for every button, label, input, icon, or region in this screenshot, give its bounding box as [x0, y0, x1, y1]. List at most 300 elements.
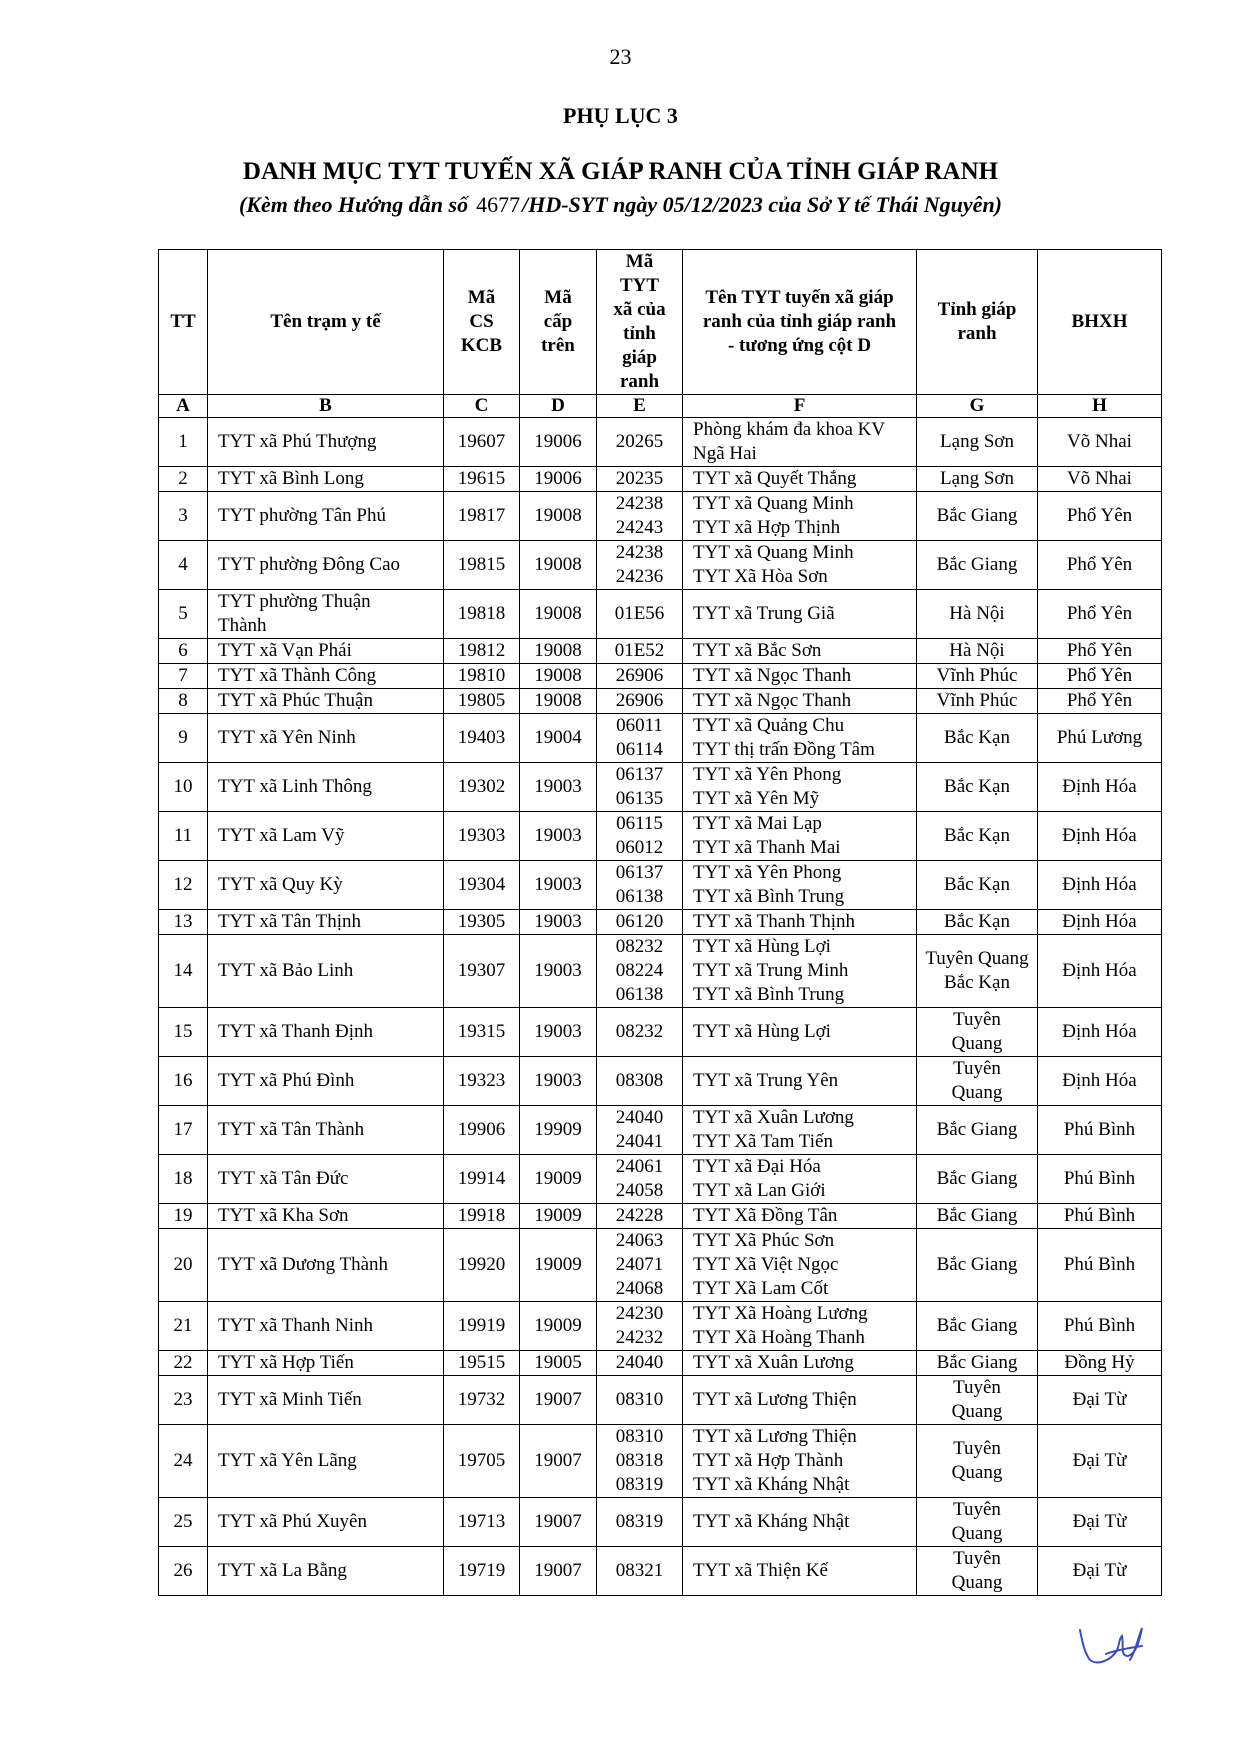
- cell-tt: 19: [159, 1204, 208, 1229]
- table-row: [159, 639, 1162, 664]
- table-row: [159, 1351, 1162, 1376]
- cell-line: TYT xã Trung Yên: [693, 1070, 839, 1091]
- cell-line: TYT xã Đại Hóa: [693, 1156, 821, 1177]
- cell-line: TYT Xã Lam Cốt: [693, 1278, 829, 1299]
- cell-line: TYT xã Bình Long: [218, 468, 364, 489]
- cell-line: 06011: [616, 715, 663, 736]
- cell-station-name: [208, 541, 444, 590]
- cell-line: TT: [170, 311, 196, 332]
- cell-line: TYT xã Linh Thông: [218, 776, 372, 797]
- cell-line: 24063: [615, 1230, 664, 1251]
- cell-parent-code: 19909: [520, 1106, 597, 1155]
- cell-neighbor-code: [597, 714, 683, 763]
- cell-cs-code: 19615: [444, 467, 520, 492]
- cell-neighbor-province: [917, 541, 1038, 590]
- cell-neighbor-station: [683, 639, 917, 664]
- cell-neighbor-code: [597, 1155, 683, 1204]
- cell-line: 08310: [615, 1426, 664, 1447]
- cell-insurance-office: Định Hóa: [1038, 861, 1162, 910]
- cell-station-name: [208, 1155, 444, 1204]
- cell-line: 08319: [615, 1474, 664, 1495]
- cell-station-name: [208, 714, 444, 763]
- cell-line: TYT xã Bình Trung: [693, 984, 845, 1005]
- cell-neighbor-code: [597, 910, 683, 935]
- cell-line: Tuyên Quang: [925, 948, 1029, 969]
- cell-neighbor-code: [597, 1229, 683, 1302]
- cell-cs-code: 19805: [444, 689, 520, 714]
- cell-insurance-office: Đại Từ: [1038, 1425, 1162, 1498]
- cell-neighbor-station: [683, 1106, 917, 1155]
- cell-station-name: [208, 639, 444, 664]
- cell-line: 06012: [615, 837, 664, 858]
- cell-line: Tuyên: [953, 1377, 1001, 1398]
- cell-neighbor-code: [597, 763, 683, 812]
- cell-tt: 11: [159, 812, 208, 861]
- cell-line: TYT xã Yên Ninh: [218, 727, 356, 748]
- cell-insurance-office: Định Hóa: [1038, 1057, 1162, 1106]
- cell-line: 06138: [615, 984, 664, 1005]
- cell-tt: 5: [159, 590, 208, 639]
- table-row: [159, 910, 1162, 935]
- cell-line: 08232: [615, 1021, 664, 1042]
- cell-neighbor-code: [597, 1498, 683, 1547]
- cell-line: TYT Xã Hoàng Lương: [693, 1303, 868, 1324]
- cell-line: TYT: [619, 275, 660, 296]
- cell-line: Vĩnh Phúc: [936, 690, 1018, 711]
- cell-line: Bắc Kạn: [944, 727, 1010, 748]
- cell-line: 06114: [616, 739, 663, 760]
- cell-line: 06138: [615, 886, 664, 907]
- cell-neighbor-station: [683, 492, 917, 541]
- cell-line: TYT xã Lương Thiện: [693, 1426, 857, 1447]
- cell-tt: 12: [159, 861, 208, 910]
- cell-line: TYT xã Hùng Lợi: [693, 1021, 831, 1042]
- cell-parent-code: 19006: [520, 418, 597, 467]
- cell-line: TYT xã Hợp Thịnh: [693, 517, 841, 538]
- cell-neighbor-province: [917, 590, 1038, 639]
- cell-neighbor-station: [683, 1498, 917, 1547]
- cell-tt: 21: [159, 1302, 208, 1351]
- cell-line: TYT xã Trung Giã: [693, 603, 835, 624]
- cell-line: TYT phường Thuận: [218, 591, 371, 612]
- cell-neighbor-province: [917, 664, 1038, 689]
- cell-line: TYT Xã Đồng Tân: [693, 1205, 838, 1226]
- cell-neighbor-station: [683, 1351, 917, 1376]
- cell-line: 06137: [615, 764, 664, 785]
- cell-line: 24041: [615, 1131, 664, 1152]
- cell-line: ranh của tỉnh giáp ranh: [702, 311, 897, 332]
- column-letter: E: [597, 395, 683, 418]
- column-letter: C: [444, 395, 520, 418]
- cell-station-name: [208, 1425, 444, 1498]
- cell-neighbor-station: [683, 1008, 917, 1057]
- cell-line: TYT xã Lương Thiện: [693, 1389, 857, 1410]
- cell-cs-code: 19818: [444, 590, 520, 639]
- column-letter: B: [208, 395, 444, 418]
- cell-neighbor-province: [917, 1547, 1038, 1596]
- table-row: [159, 467, 1162, 492]
- cell-insurance-office: Định Hóa: [1038, 1008, 1162, 1057]
- header-tt: [159, 250, 208, 395]
- document-title: DANH MỤC TYT TUYẾN XÃ GIÁP RANH CỦA TỈNH GIÁP RANH: [242, 158, 999, 185]
- cell-line: TYT xã Xuân Lương: [693, 1107, 854, 1128]
- cell-neighbor-province: [917, 1351, 1038, 1376]
- cell-line: Bắc Kạn: [944, 825, 1010, 846]
- header-cs-code: [444, 250, 520, 395]
- cell-line: TYT xã Yên Lãng: [218, 1450, 357, 1471]
- cell-cs-code: 19918: [444, 1204, 520, 1229]
- cell-parent-code: 19003: [520, 935, 597, 1008]
- cell-neighbor-province: [917, 763, 1038, 812]
- cell-line: TYT xã Trung Minh: [693, 960, 849, 981]
- cell-cs-code: 19323: [444, 1057, 520, 1106]
- cell-line: Mã: [544, 287, 572, 308]
- cell-parent-code: 19007: [520, 1547, 597, 1596]
- cell-line: TYT Xã Phúc Sơn: [693, 1230, 835, 1251]
- cell-neighbor-code: [597, 541, 683, 590]
- cell-line: 24071: [615, 1254, 664, 1275]
- table-row: [159, 1008, 1162, 1057]
- cell-station-name: [208, 910, 444, 935]
- cell-line: TYT xã Thanh Định: [218, 1021, 373, 1042]
- cell-neighbor-code: [597, 467, 683, 492]
- cell-neighbor-province: [917, 1229, 1038, 1302]
- cell-tt: 17: [159, 1106, 208, 1155]
- cell-line: TYT Xã Hòa Sơn: [693, 566, 828, 587]
- cell-neighbor-code: [597, 664, 683, 689]
- table-row: [159, 492, 1162, 541]
- cell-neighbor-station: [683, 1155, 917, 1204]
- cell-line: Hà Nội: [949, 603, 1005, 624]
- cell-neighbor-station: [683, 1057, 917, 1106]
- cell-station-name: [208, 935, 444, 1008]
- cell-line: Quang: [951, 1401, 1003, 1422]
- cell-line: TYT phường Đông Cao: [218, 554, 401, 575]
- cell-line: TYT xã La Bằng: [218, 1560, 347, 1581]
- cell-line: 20265: [615, 431, 664, 452]
- cell-cs-code: 19304: [444, 861, 520, 910]
- cell-line: TYT xã Ngọc Thanh: [693, 690, 852, 711]
- cell-line: TYT Xã Việt Ngọc: [693, 1254, 839, 1275]
- column-letter: G: [917, 395, 1038, 418]
- cell-line: Quang: [951, 1082, 1003, 1103]
- table-row: [159, 861, 1162, 910]
- cell-line: KCB: [460, 335, 503, 356]
- cell-line: 06137: [615, 862, 664, 883]
- cell-neighbor-station: [683, 763, 917, 812]
- cell-line: TYT xã Hợp Tiến: [218, 1352, 354, 1373]
- cell-cs-code: 19719: [444, 1547, 520, 1596]
- document-subtitle: [0, 192, 1241, 218]
- cell-neighbor-code: [597, 1008, 683, 1057]
- cell-line: TYT xã Thanh Mai: [693, 837, 841, 858]
- cell-cs-code: 19302: [444, 763, 520, 812]
- cell-neighbor-station: [683, 664, 917, 689]
- cell-tt: 13: [159, 910, 208, 935]
- cell-line: Mã: [625, 251, 654, 272]
- table-row: [159, 1204, 1162, 1229]
- cell-line: TYT xã Yên Phong: [693, 764, 842, 785]
- table-header-row: [159, 250, 1162, 395]
- cell-station-name: [208, 1302, 444, 1351]
- cell-line: 08308: [615, 1070, 664, 1091]
- cell-parent-code: 19008: [520, 664, 597, 689]
- header-neighbor-province: [917, 250, 1038, 395]
- cell-cs-code: 19713: [444, 1498, 520, 1547]
- column-letter: H: [1038, 395, 1162, 418]
- signature: [1076, 1620, 1146, 1668]
- cell-line: TYT xã Quyết Thắng: [693, 468, 857, 489]
- cell-line: 24238: [615, 493, 664, 514]
- cell-insurance-office: Võ Nhai: [1038, 467, 1162, 492]
- cell-neighbor-province: [917, 935, 1038, 1008]
- table-row: [159, 1425, 1162, 1498]
- cell-station-name: [208, 812, 444, 861]
- cell-line: TYT xã Lam Vỹ: [218, 825, 345, 846]
- cell-line: 08319: [615, 1511, 664, 1532]
- cell-tt: 14: [159, 935, 208, 1008]
- cell-neighbor-code: [597, 1204, 683, 1229]
- cell-tt: 15: [159, 1008, 208, 1057]
- cell-neighbor-province: [917, 492, 1038, 541]
- cell-neighbor-station: [683, 1547, 917, 1596]
- cell-insurance-office: Đồng Hỷ: [1038, 1351, 1162, 1376]
- cell-parent-code: 19003: [520, 763, 597, 812]
- table-row: [159, 418, 1162, 467]
- cell-neighbor-code: [597, 1547, 683, 1596]
- cell-neighbor-code: [597, 1351, 683, 1376]
- cell-neighbor-station: [683, 1425, 917, 1498]
- cell-line: TYT xã Tân Đức: [218, 1168, 349, 1189]
- cell-line: TYT xã Bình Trung: [693, 886, 845, 907]
- cell-insurance-office: Định Hóa: [1038, 812, 1162, 861]
- cell-neighbor-province: [917, 910, 1038, 935]
- cell-neighbor-station: [683, 1302, 917, 1351]
- column-letter: A: [159, 395, 208, 418]
- cell-tt: 9: [159, 714, 208, 763]
- cell-tt: 6: [159, 639, 208, 664]
- cell-line: Quang: [951, 1033, 1003, 1054]
- cell-line: Ngã Hai: [693, 443, 757, 464]
- cell-parent-code: 19008: [520, 689, 597, 714]
- table-row: [159, 812, 1162, 861]
- cell-station-name: [208, 1008, 444, 1057]
- cell-parent-code: 19004: [520, 714, 597, 763]
- table-row: [159, 1057, 1162, 1106]
- cell-line: TYT xã Phú Thượng: [218, 431, 377, 452]
- cell-line: 20235: [615, 468, 664, 489]
- subtitle-prefix: (Kèm theo Hướng dẫn số: [238, 192, 469, 217]
- cell-line: tỉnh: [623, 323, 656, 344]
- cell-cs-code: 19607: [444, 418, 520, 467]
- cell-line: Bắc Giang: [936, 1315, 1018, 1336]
- table-row: [159, 1547, 1162, 1596]
- cell-tt: 1: [159, 418, 208, 467]
- cell-neighbor-province: [917, 689, 1038, 714]
- cell-insurance-office: Phổ Yên: [1038, 664, 1162, 689]
- table-row: [159, 590, 1162, 639]
- column-letter: F: [683, 395, 917, 418]
- cell-station-name: [208, 1547, 444, 1596]
- cell-parent-code: 19008: [520, 492, 597, 541]
- cell-line: Lạng Sơn: [940, 431, 1014, 452]
- cell-line: TYT xã Thiện Kế: [693, 1560, 828, 1581]
- cell-station-name: [208, 492, 444, 541]
- table-row: [159, 763, 1162, 812]
- cell-cs-code: 19515: [444, 1351, 520, 1376]
- cell-line: 24236: [615, 566, 664, 587]
- cell-neighbor-province: [917, 812, 1038, 861]
- cell-line: Bắc Giang: [936, 1352, 1018, 1373]
- cell-line: 08321: [615, 1560, 664, 1581]
- cell-cs-code: 19815: [444, 541, 520, 590]
- cell-neighbor-code: [597, 418, 683, 467]
- cell-neighbor-code: [597, 861, 683, 910]
- table-row: [159, 714, 1162, 763]
- cell-line: 24232: [615, 1327, 664, 1348]
- cell-parent-code: 19008: [520, 639, 597, 664]
- header-station-name: [208, 250, 444, 395]
- table-row: [159, 541, 1162, 590]
- cell-station-name: [208, 689, 444, 714]
- cell-station-name: [208, 1204, 444, 1229]
- cell-line: TYT xã Tân Thịnh: [218, 911, 362, 932]
- cell-line: TYT xã Hùng Lợi: [693, 936, 831, 957]
- cell-insurance-office: Phổ Yên: [1038, 541, 1162, 590]
- cell-cs-code: 19307: [444, 935, 520, 1008]
- cell-line: Bắc Giang: [936, 1168, 1018, 1189]
- cell-neighbor-province: [917, 639, 1038, 664]
- cell-insurance-office: Phú Bình: [1038, 1106, 1162, 1155]
- cell-tt: 25: [159, 1498, 208, 1547]
- cell-insurance-office: Phổ Yên: [1038, 639, 1162, 664]
- cell-line: Quang: [951, 1462, 1003, 1483]
- cell-line: Tuyên: [953, 1438, 1001, 1459]
- cell-line: 06120: [615, 911, 664, 932]
- cell-line: Mã: [467, 287, 496, 308]
- cell-neighbor-code: [597, 1376, 683, 1425]
- cell-parent-code: 19007: [520, 1376, 597, 1425]
- cell-line: 24061: [615, 1156, 664, 1177]
- cell-line: Bắc Kạn: [944, 874, 1010, 895]
- cell-cs-code: 19705: [444, 1425, 520, 1498]
- cell-neighbor-code: [597, 1106, 683, 1155]
- table-row: [159, 689, 1162, 714]
- cell-line: TYT xã Dương Thành: [218, 1254, 389, 1275]
- cell-insurance-office: Phú Bình: [1038, 1155, 1162, 1204]
- cell-line: 24243: [615, 517, 664, 538]
- cell-parent-code: 19007: [520, 1425, 597, 1498]
- cell-parent-code: 19003: [520, 812, 597, 861]
- cell-neighbor-code: [597, 812, 683, 861]
- cell-insurance-office: Phú Lương: [1038, 714, 1162, 763]
- cell-neighbor-station: [683, 812, 917, 861]
- cell-neighbor-province: [917, 1302, 1038, 1351]
- cell-tt: 24: [159, 1425, 208, 1498]
- cell-line: Bắc Kạn: [944, 776, 1010, 797]
- cell-neighbor-province: [917, 861, 1038, 910]
- cell-line: Bắc Giang: [936, 1119, 1018, 1140]
- cell-line: Tuyên: [953, 1499, 1001, 1520]
- cell-line: Vĩnh Phúc: [936, 665, 1018, 686]
- cell-insurance-office: Phổ Yên: [1038, 689, 1162, 714]
- cell-line: 08310: [615, 1389, 664, 1410]
- cell-neighbor-province: [917, 1106, 1038, 1155]
- cell-neighbor-province: [917, 1376, 1038, 1425]
- cell-line: TYT xã Hợp Thành: [693, 1450, 844, 1471]
- cell-line: TYT xã Bảo Linh: [218, 960, 354, 981]
- cell-neighbor-province: [917, 1204, 1038, 1229]
- cell-line: TYT xã Phú Đình: [218, 1070, 355, 1091]
- subtitle-suffix: /HD-SYT ngày 05/12/2023 của Sở Y tế Thái Nguyên): [522, 192, 1003, 217]
- cell-station-name: [208, 1376, 444, 1425]
- cell-neighbor-province: [917, 418, 1038, 467]
- cell-station-name: [208, 590, 444, 639]
- cell-tt: 7: [159, 664, 208, 689]
- cell-line: ranh: [957, 323, 997, 344]
- cell-tt: 20: [159, 1229, 208, 1302]
- cell-insurance-office: Phổ Yên: [1038, 492, 1162, 541]
- cell-tt: 23: [159, 1376, 208, 1425]
- table-row: [159, 1155, 1162, 1204]
- cell-line: - tương ứng cột D: [727, 335, 872, 356]
- cell-line: Bắc Giang: [936, 505, 1018, 526]
- cell-line: TYT xã Kha Sơn: [218, 1205, 349, 1226]
- cell-station-name: [208, 1229, 444, 1302]
- cell-line: TYT xã Phú Xuyên: [218, 1511, 367, 1532]
- cell-line: TYT xã Kháng Nhật: [693, 1511, 850, 1532]
- cell-cs-code: 19305: [444, 910, 520, 935]
- cell-neighbor-station: [683, 935, 917, 1008]
- cell-line: 01E52: [614, 640, 665, 661]
- cell-neighbor-station: [683, 590, 917, 639]
- cell-line: 01E56: [614, 603, 665, 624]
- cell-neighbor-province: [917, 1008, 1038, 1057]
- appendix-heading: PHỤ LỤC 3: [563, 103, 678, 128]
- cell-station-name: [208, 1498, 444, 1547]
- cell-line: trên: [541, 335, 575, 356]
- cell-neighbor-province: [917, 1057, 1038, 1106]
- cell-insurance-office: Phú Bình: [1038, 1302, 1162, 1351]
- cell-station-name: [208, 1351, 444, 1376]
- cell-tt: 22: [159, 1351, 208, 1376]
- cell-cs-code: 19403: [444, 714, 520, 763]
- table-row: [159, 1498, 1162, 1547]
- cell-line: 24068: [615, 1278, 664, 1299]
- cell-line: TYT xã Minh Tiến: [218, 1389, 362, 1410]
- cell-neighbor-province: [917, 1498, 1038, 1547]
- cell-neighbor-code: [597, 1057, 683, 1106]
- cell-cs-code: 19315: [444, 1008, 520, 1057]
- cell-station-name: [208, 467, 444, 492]
- cell-neighbor-code: [597, 1425, 683, 1498]
- cell-line: Bắc Giang: [936, 1254, 1018, 1275]
- cell-neighbor-province: [917, 467, 1038, 492]
- cell-station-name: [208, 418, 444, 467]
- cell-insurance-office: Phổ Yên: [1038, 590, 1162, 639]
- cell-line: TYT xã Quang Minh: [693, 542, 854, 563]
- cell-insurance-office: Đại Từ: [1038, 1547, 1162, 1596]
- cell-neighbor-code: [597, 689, 683, 714]
- cell-line: TYT xã Ngọc Thanh: [693, 665, 852, 686]
- cell-line: TYT xã Lan Giới: [693, 1180, 826, 1201]
- cell-line: TYT xã Kháng Nhật: [693, 1474, 850, 1495]
- cell-line: Bắc Giang: [936, 1205, 1018, 1226]
- table-row: [159, 1229, 1162, 1302]
- cell-parent-code: 19003: [520, 861, 597, 910]
- cell-station-name: [208, 1057, 444, 1106]
- table-row: [159, 1106, 1162, 1155]
